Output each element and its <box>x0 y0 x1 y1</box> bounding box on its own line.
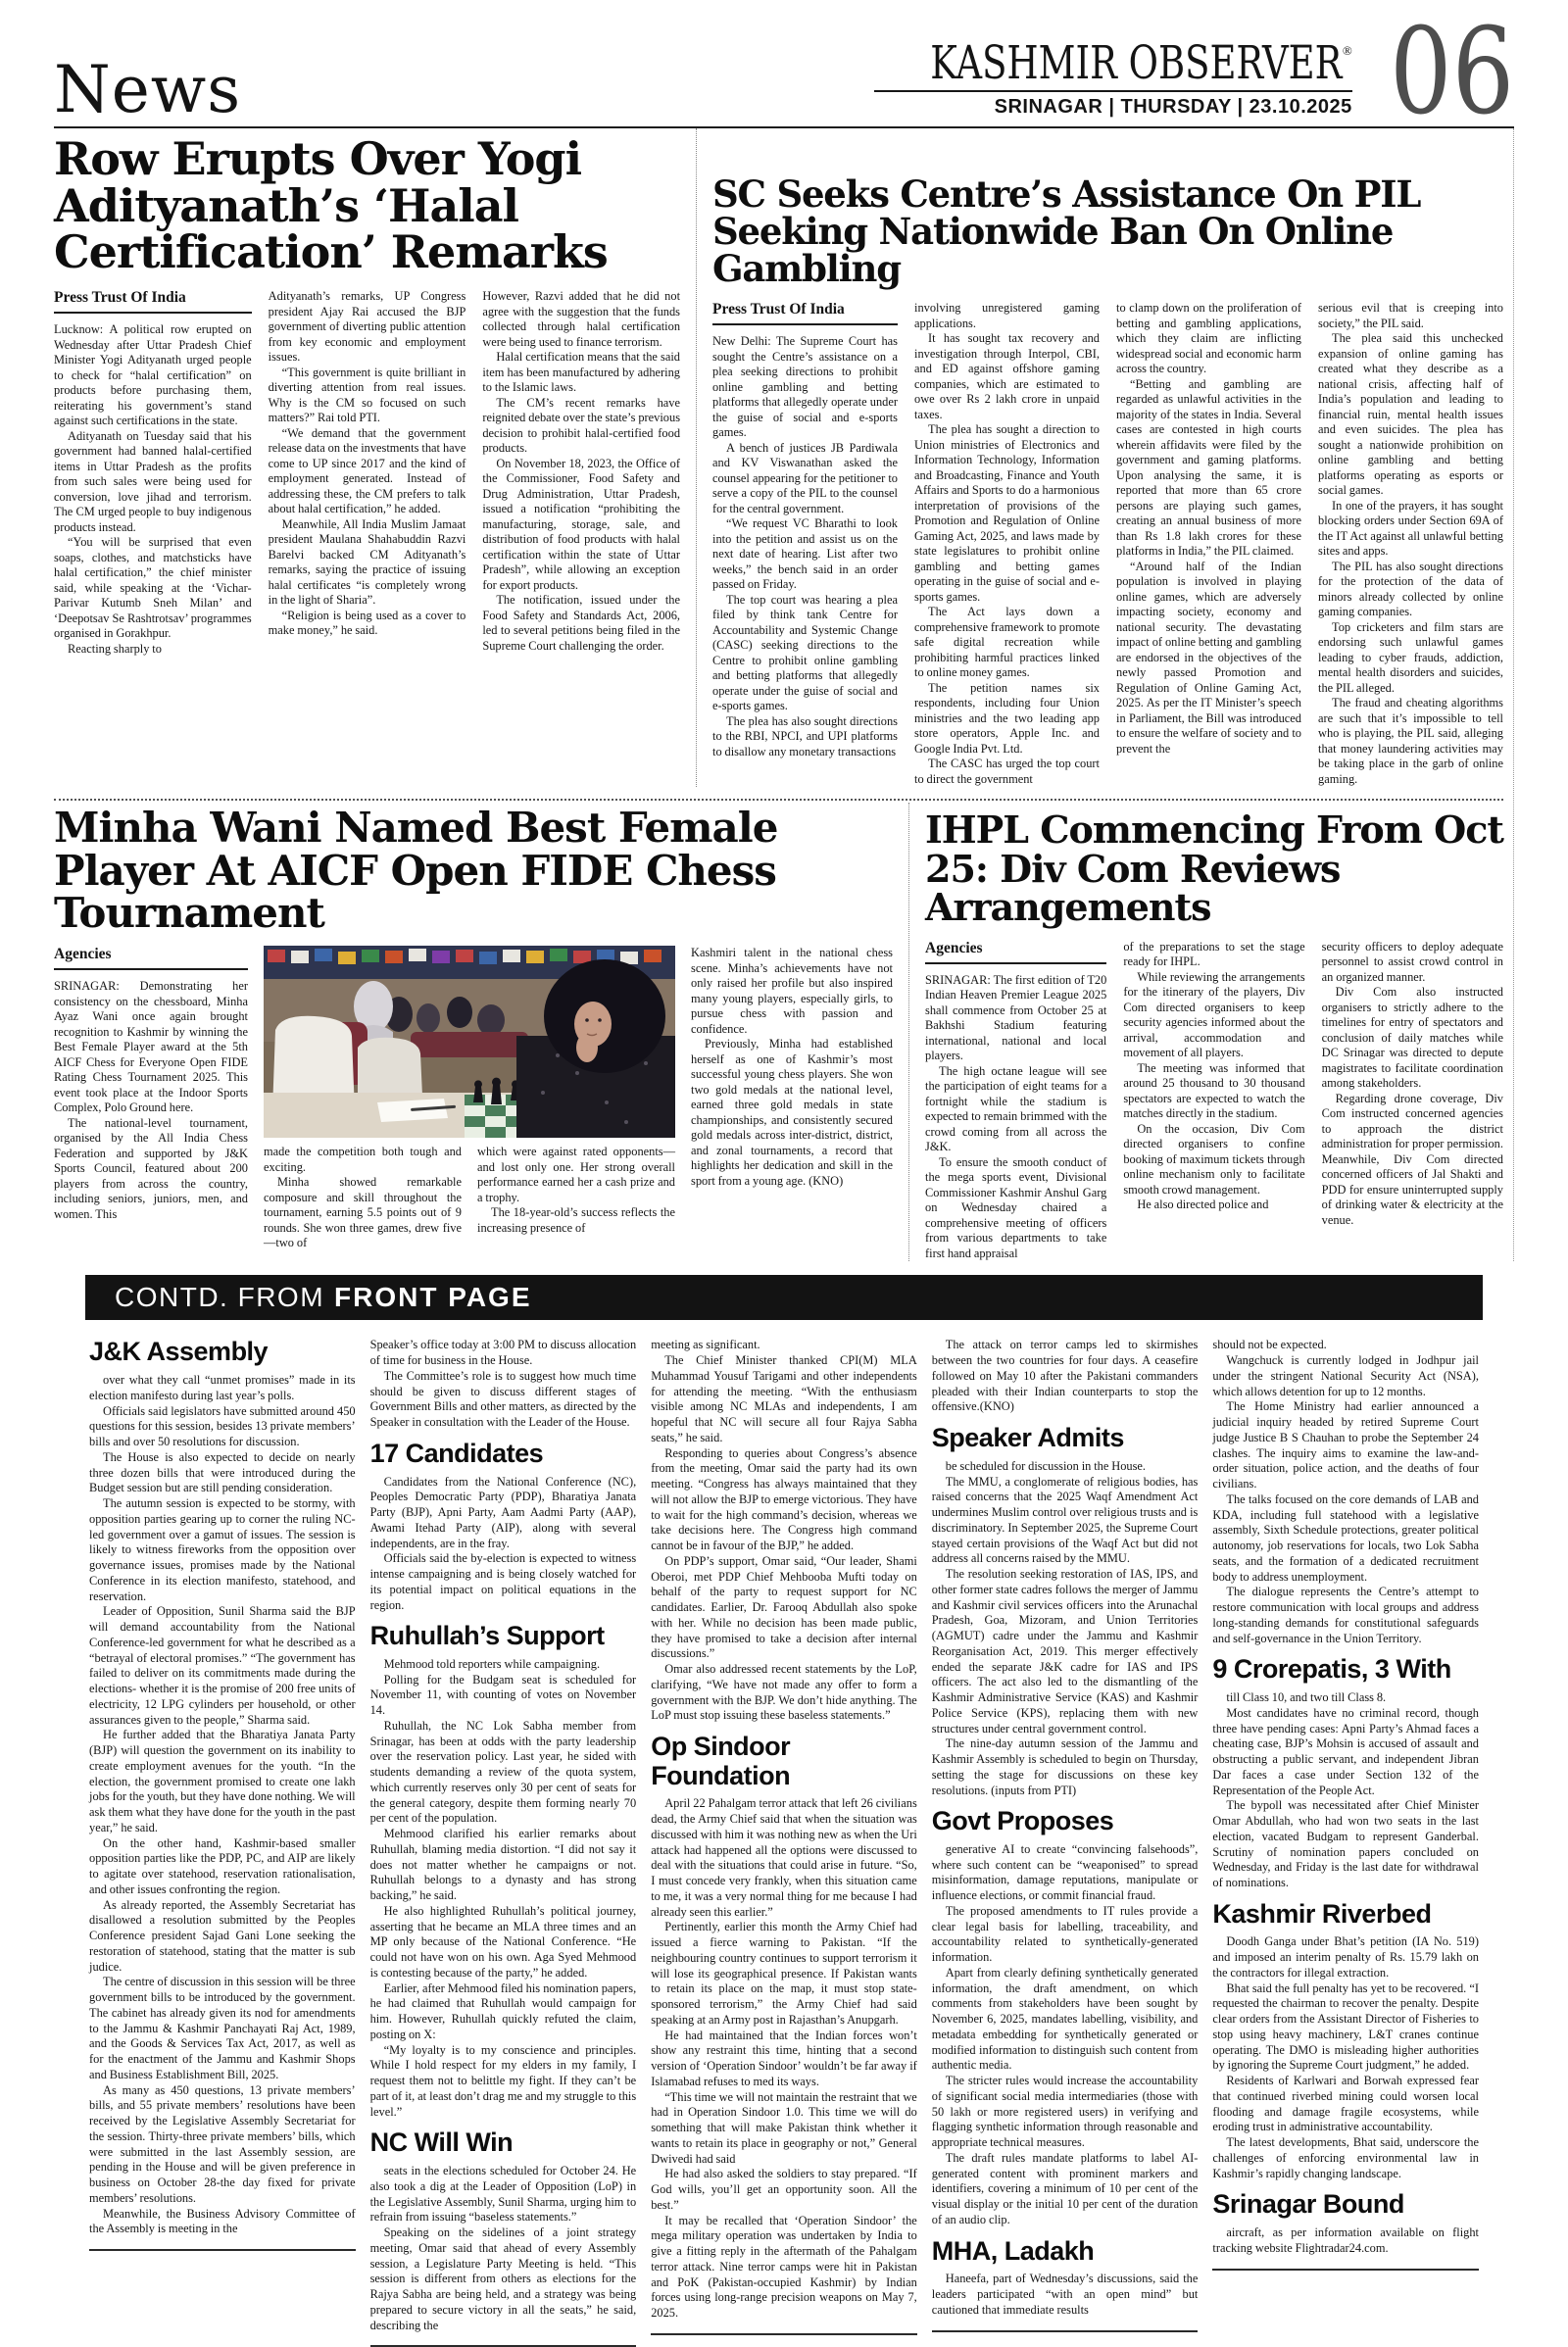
paragraph: Ruhullah, the NC Lok Sabha member from Srinagar, has been at odds with the party leadership over the reservation policy. Last year, he sided with students demanding a review of the quota system, which currently reserves only 30 per cent of seats for the general category, despite them forming nearly 70 per cent of the population. <box>369 1718 637 1826</box>
paragraph: Reacting sharply to <box>68 641 162 656</box>
paragraph: The talks focused on the core demands of LAB and KDA, including full statehood with a legislative assembly, Sixth Schedule protections, greater political autonomy, job reservations for locals, two Lok Sabha seats, and the formation of a dedicated recruitment body to address unemployment. <box>1212 1491 1479 1584</box>
paragraph: Previously, Minha had established herself as one of Kashmir’s most successful young chess players. She won two gold medals at the national level, earned three gold medals in state championships, and consistently secured gold medals across inter-district, district, and zonal tournaments, a record that highlights her dedication and skill in the sport from a young age. (KNO) <box>691 1037 893 1188</box>
article-online-gambling <box>696 128 1503 787</box>
article-column <box>712 301 898 787</box>
paragraph: Minha showed remarkable composure and skill throughout the tournament, earning 5.5 points out of 9 rounds. She won three games, drew five—two of <box>264 1175 462 1250</box>
article-row-1 <box>54 128 1503 787</box>
paragraph: Mehmood clarified his earlier remarks about Ruhullah, blaming media distortion. “I did not say it does not matter whether he campaigns or not. Ruhullah belongs to a dynasty and has strong backing,” he said. <box>369 1827 637 1903</box>
column-text <box>1322 940 1503 1229</box>
page-number: 06 <box>1389 2 1514 141</box>
article-headline: SC Seeks Centre’s Assistance On PIL Seeking Nationwide Ban On Online Gambling <box>712 172 1421 291</box>
text-below-photo <box>264 1145 675 1251</box>
contd-column <box>932 1338 1199 2331</box>
paragraph: The petition names six respondents, including four Union ministries and the two leading app store operators, Apple Inc. and Google India Pvt. Ltd. <box>914 680 1100 756</box>
paragraph: The Chief Minister thanked CPI(M) MLA Muhammad Yousuf Tarigami and other independents for attending the meeting. “With the enthusiasm visible among NC MLAs and independents, I am hopeful that NC will secure all four Rajya Sabha seats,” he said. <box>651 1353 917 1444</box>
banner-prefix: CONTD. FROM <box>115 1282 325 1313</box>
paragraph: SRINAGAR: The first edition of T20 Indian Heaven Premier League 2025 shall commence from October 25 at Bakhshi Stadium featuring international, national and local players. <box>925 972 1107 1063</box>
paragraph: Mehmood told reporters while campaigning. <box>383 1656 601 1671</box>
paragraph: Doodh Ganga under Bhat’s petition (IA No. 519) and imposed an interim penalty of Rs. 15.79 lakh on the contractors for illegal extraction. <box>1212 1934 1479 1980</box>
paragraph: The latest developments, Bhat said, underscore the challenges of enforcing environmental law in Kashmir’s rapidly changing landscape. <box>1212 2135 1479 2180</box>
article-headline: Row Erupts Over Yogi Adityanath’s ‘Halal Certification’ Remarks <box>54 132 608 278</box>
paragraph: As many as 450 questions, 13 private members’ bills, and 55 private members’ resolutions have been received by the Legislative Assembly Secretariat for the session. Thirty-three private members’ bills, which were submitted in the last Assembly session, are pending in the House and will be given preference in business on October 28-the day fixed for private members’ resolutions. <box>89 2082 356 2205</box>
paragraph: should not be expected. <box>1212 1338 1327 1352</box>
top-articles-area <box>54 128 1514 1261</box>
paragraph: Officials said legislators have submitted around 450 questions for this session, besides 13 private members’ bills and over 50 resolutions for discussion. <box>89 1403 356 1449</box>
masthead-text <box>874 35 1352 119</box>
article-row-2 <box>54 803 1503 1261</box>
masthead <box>874 2 1514 141</box>
paragraph: On PDP’s support, Omar said, “Our leader, Shami Oberoi, met PDP Chief Mehbooba Mufti today on behalf of the party to request support for NC candidates. Earlier, Dr. Farooq Abdullah also spoke with her. While no decision has been made public, they have promised to take a decision after internal discussions.” <box>651 1553 917 1661</box>
byline: Agencies <box>54 946 248 970</box>
paragraph: Adityanath’s remarks, UP Congress president Ajay Rai accused the BJP government of diverting public attention from key economic and employment issues. <box>268 289 466 365</box>
paragraph: On November 18, 2023, the Office of the Commissioner, Food Safety and Drug Administration, Uttar Pradesh, issued a notification “prohibiting the manufacturing, storage, sale, and distribution of food products with halal certification within the state of Uttar Pradesh”, while allowing an exception for export products. <box>482 456 681 592</box>
paragraph: Regarding drone coverage, Div Com instructed concerned agencies to approach the district administration for proper permission. Meanwhile, Div Com directed concerned officers of Jal Shakti and PDD for ensure uninterrupted supply of drinking water & electricity at the venue. <box>1321 1091 1503 1227</box>
article-column <box>691 946 893 1251</box>
story-heading: Op Sindoor Foundation <box>651 1732 791 1790</box>
paragraph: It may be recalled that ‘Operation Sindoor’ the mega military operation was undertaken by India to give a fitting reply in the aftermath of the Pahalgam terror attack. Nine terror camps were hit in Pakistan and PoK (Pakistan-occupied Kashmir) by Indian forces using long-range precision weapons on May 7, 2025. <box>651 2213 917 2321</box>
paragraph: involving unregistered gaming applications. <box>914 301 1100 330</box>
paragraph: He also directed police and <box>1137 1198 1269 1212</box>
dateline: SRINAGAR | THURSDAY | 23.10.2025 <box>874 90 1351 119</box>
paragraph: April 22 Pahalgam terror attack that left 26 civilians dead, the Army Chief said that when the situation was discussed with him it was nothing new as when the Uri attack had happened all the options were discussed to deal with the situations that could arise in future. “So, I must concede very frankly, when this situation came to me, it was a very normal thing for me because I had already seen this earlier.” <box>651 1796 917 1919</box>
paragraph: He had maintained that the Indian forces won’t show any restraint this time, hinting that a second version of ‘Operation Sindoor’ wouldn’t be far away if Islamabad refuses to med its ways. <box>651 2028 917 2088</box>
hand-on-cheek <box>576 1033 598 1062</box>
story-heading: Kashmir Riverbed <box>1212 1898 1432 1929</box>
paragraph: “This time we will not maintain the restraint that we had in Operation Sindoor 1.0. This time we will do something that will make Pakistan think whether it wants to retain its place in geography or not,” General Dwivedi had said <box>651 2089 917 2166</box>
paragraph: On the other hand, Kashmir-based smaller opposition parties like the PDP, PC, and AIP are likely to agitate over statehood, reservation rationalisation, and other issues confronting the region. <box>89 1835 356 1896</box>
paragraph: The top court was hearing a plea filed by think tank Centre for Accountability and Systemic Change (CASC) seeking directions to the Centre to prohibit online gambling and betting platforms that allegedly operate under the guise of social and e-sports games. <box>712 592 898 713</box>
paragraph: However, Razvi added that he did not agree with the suggestion that the funds collected through halal certification were being used to finance terrorism. <box>482 289 681 349</box>
story-heading: 17 Candidates <box>369 1438 544 1468</box>
article-column <box>54 946 248 1251</box>
paragraph: The resolution seeking restoration of IAS, IPS, and other former state cadres follows the merger of Jammu and Kashmir civil services officers into the Arunachal Pradesh, Goa, Mizoram, and Union Territories (AGMUT) cadre under the Jammu and Kashmir Reorganisation Act, 2019. This merger effectively ended the separate J&K cadre for IAS and IPS officers. The act also led to the dismantling of the Kashmir Administrative Service (KAS) and Kashmir Police Service (KPS), replacing them with new structures under central government control. <box>931 1567 1199 1736</box>
paragraph: be scheduled for discussion in the House. <box>945 1458 1147 1473</box>
article-headline: Minha Wani Named Best Female Player At AICF Open FIDE Chess Tournament <box>54 804 778 937</box>
paragraph: Pertinently, earlier this month the Army Chief had issued a fierce warning to Pakistan. “If the neighbouring country continues to support terrorism it will lose its geographical presence. If Pakistan wants to retain its place on the map, it must stop state-sponsored terrorism,” the Army Chief had said speaking at an Army post in Rajasthan’s Anupgarh. <box>651 1920 917 2027</box>
paragraph: Most candidates have no criminal record, though three have pending cases: Apni Party’s Ahmad faces a cheating case, BJP’s Mohsin is accused of assault and obstructing a public servant, and independent Jibran Dar faces a case under Section 132 of the Representation of the People Act. <box>1212 1705 1479 1797</box>
column-text <box>914 301 1100 787</box>
paragraph: “Around half of the Indian population is involved in playing online games, which are adversely impacting society, economy and national security. The devastating impact of online betting and gambling are endorsed in the objectives of the newly passed Promotion and Regulation of Online Gaming Act, 2025. As per the IT Minister’s speech in Parliament, the Bill was introduced to ensure the welfare of society and to prevent the <box>1116 559 1301 756</box>
paragraph: Residents of Karlwari and Borwah expressed fear that continued riverbed mining could worsen local flooding and damage fragile ecosystems, while eroding trust in administrative accountability. <box>1212 2074 1479 2134</box>
byline: Press Trust Of India <box>712 301 898 325</box>
byline: Press Trust Of India <box>54 289 252 314</box>
paragraph: The proposed amendments to IT rules provide a clear legal basis for labelling, traceability, and accountability related to synthetically-generated information. <box>931 1903 1199 1965</box>
byline: Agencies <box>925 940 1106 964</box>
paragraph: Top cricketers and film stars are endorsing such unlawful games leading to cyber frauds, addiction, mental health disorders and suicides, the PIL alleged. <box>1318 619 1503 695</box>
article-columns <box>54 946 893 1251</box>
contd-stories <box>89 1338 1479 2347</box>
paragraph: serious evil that is creeping into society,” the PIL said. <box>1318 301 1503 330</box>
story-heading: MHA, Ladakh <box>931 2235 1095 2266</box>
masthead-name: KASHMIR OBSERVER <box>930 35 1343 90</box>
paragraph: aircraft, as per information available on flight tracking website Flightradar24.com. <box>1212 2225 1479 2255</box>
paragraph: The CASC has urged the top court to direct the government <box>914 757 1100 786</box>
article-column <box>1318 301 1503 787</box>
paragraph: Speaker’s office today at 3:00 PM to discuss allocation of time for business in the House. <box>369 1338 637 1368</box>
article-column <box>1123 940 1304 1262</box>
draped-table <box>411 1032 528 1057</box>
article-column <box>269 289 466 657</box>
paragraph: Div Com also instructed organisers to strictly adhere to the timelines for entry of spectators and conclusion of daily matches while DC Srinagar was directed to depute magistrates to facilitate coordination among stakeholders. <box>1321 985 1503 1091</box>
article-column <box>54 289 252 657</box>
paragraph: Leader of Opposition, Sunil Sharma said the BJP will demand accountability from the National Conference-led government for what he described as a “betrayal of electoral promises.” “The government has failed to deliver on its commitments made during the elections- whether it is the promise of 200 free units of electricity, 12 LPG cylinders per household, or other assurances given to the people,” Sharma said. <box>89 1604 356 1727</box>
paragraph: “We request VC Bharathi to look into the petition and assist us on the next date of hearing. List after two weeks,” the bench said in an order passed on Friday. <box>712 516 898 592</box>
paragraph: The 18-year-old’s success reflects the increasing presence of <box>477 1205 675 1235</box>
paragraph: On the occasion, Div Com directed organisers to confine booking of maximum tickets through online mechanism only to facilitate smooth crowd management. <box>1123 1121 1305 1197</box>
paragraph: The notification, issued under the Food Safety and Standards Act, 2006, led to several petitions being filed in the Supreme Court challenging the order. <box>482 593 681 653</box>
column-text <box>264 1145 462 1251</box>
paragraph: New Delhi: The Supreme Court has sought the Centre’s assistance on a plea seeking directions to prohibit online gambling and betting platforms that allegedly operate under the guise of social and e-sports games. <box>712 334 898 440</box>
paragraph: Officials said the by-election is expected to witness intense campaigning and is being closely watched for its potential impact on political equations in the region. <box>369 1551 637 1612</box>
paragraph: The stricter rules would increase the accountability of significant social media intermediaries (those with 50 lakh or more registered users) in verifying and flagging synthetic information through reasonable and appropriate technical measures. <box>931 2074 1199 2150</box>
paragraph: The draft rules mandate platforms to label AI-generated content with prominent markers and identifiers, covering a minimum of 10 per cent of the visual display or the initial 10 per cent of the duration of an audio clip. <box>931 2150 1199 2226</box>
article-column <box>925 940 1106 1262</box>
paragraph: He further added that the Bharatiya Janata Party (BJP) will question the government on its inability to create employment avenues for the youth. “In the election, the government promised to create one lakh jobs for the youth, but they have done nothing. We will ask them what they have done for the youth in the past year,” he said. <box>89 1728 356 1834</box>
contd-from-front-page-banner <box>85 1275 1483 1320</box>
section-title: News <box>54 51 242 127</box>
paragraph: “Betting and gambling are regarded as unlawful activities in the majority of the states in India. Several cases are contested in high courts wherein affidavits were filed by the government and gaming platforms. Upon analysing the same, it is reported that more than 65 crore persons are playing such games, creating an annual business of more than Rs 1.8 lakh crores for these platforms in India,” the PIL claimed. <box>1116 376 1301 559</box>
paragraph: The fraud and cheating algorithms are such that it’s impossible to tell who is playing, the PIL said, alleging that money laundering activities may be taking place in the garb of online gaming. <box>1318 696 1503 786</box>
paragraph: “This government is quite brilliant in diverting attention from real issues. Why is the CM so focused on such matters?” Rai told PTI. <box>268 365 466 425</box>
paragraph: The nine-day autumn session of the Jammu and Kashmir Assembly is scheduled to begin on Thursday, setting the stage for discussions on these key resolutions. (inputs from PTI) <box>931 1736 1199 1797</box>
dotted-divider <box>54 799 1503 801</box>
paragraph: Meanwhile, the Business Advisory Committee of the Assembly is meeting in the <box>89 2206 356 2236</box>
paragraph: The plea has sought a direction to Union ministries of Electronics and Information Technology, Information and Broadcasting, Finance and Youth Affairs and Sports to do a harmonious interpretation of provisions of the Promotion and Regulation of Online Gaming Act, 2025, and laws made by state legislatures to prohibit online gambling and betting games operating in the guise of social and e-sports games. <box>914 422 1100 604</box>
paragraph: He had also asked the soldiers to stay prepared. “If God wills, you’ll get an opportunity soon. All the best.” <box>651 2167 917 2212</box>
article-columns <box>712 301 1503 787</box>
article-column <box>1116 301 1301 787</box>
paragraph: SRINAGAR: Demonstrating her consistency on the chessboard, Minha Ayaz Wani once again brought recognition to Kashmir by winning the Best Female Player award at the 5th AICF Chess for Everyone Open FIDE Rating Chess Tournament 2025. This event took place at the Indoor Sports Complex, Polo Ground here. <box>54 979 248 1115</box>
story-heading: 9 Crorepatis, 3 With <box>1212 1654 1451 1685</box>
paragraph: Omar also addressed recent statements by the LoP, clarifying, “We have not made any offer to form a government with the BJP. We don’t hide anything. The LoP must stop issuing these baseless statements.” <box>651 1662 917 1723</box>
paragraph: “My loyalty is to my conscience and principles. While I hold respect for my elders in my family, I request them not to belittle my fight. If they can’t be part of it, at least don’t drag me and my struggle to this level.” <box>369 2042 637 2119</box>
paragraph: The House is also expected to decide on nearly three dozen bills that were introduced during the Budget session but are still pending consideration. <box>89 1449 356 1495</box>
article-columns <box>925 940 1503 1262</box>
article-column <box>1322 940 1503 1262</box>
column-text <box>925 973 1106 1262</box>
paragraph: “We demand that the government release data on the investments that have come to UP since 2017 and the kind of employment generated. Instead of addressing these, the CM prefers to talk about halal certification,” he added. <box>268 425 466 516</box>
chess-tournament-photo <box>264 946 675 1138</box>
paragraph: The Home Ministry had earlier announced a judicial inquiry headed by retired Supreme Court judge Justice B S Chauhan to probe the September 24 clashes. The inquiry aims to examine the law-and-order situation, police action, and the deaths of four civilians. <box>1212 1399 1479 1491</box>
paragraph: The high octane league will see the participation of eight teams for a fortnight while the stadium is expected to remain brimmed with the crowd coming from all across the J&K. <box>925 1063 1107 1154</box>
paragraph: The meeting was informed that around 25 thousand to 30 thousand spectators are expected to watch the matches directly in the stadium. <box>1123 1060 1305 1121</box>
paragraph: Kashmiri talent in the national chess scene. Minha’s achievements have not only raised her profile but also inspired many young players, especially girls, to pursue chess with passion and confidence. <box>691 946 893 1036</box>
paragraph: generative AI to create “convincing falsehoods”, where such content can be “weaponised” to spread misinformation, damage reputations, manipulate or influence elections, or commit financial fraud. <box>931 1841 1199 1903</box>
paragraph: The national-level tournament, organised by the All India Chess Federation and supported by J&K Sports Council, featured about 200 players from across the country, including seniors, juniors, men, and women. This <box>54 1115 248 1221</box>
column-text <box>269 289 466 639</box>
paragraph: security officers to deploy adequate personnel to assist crowd control in an organized manner. <box>1321 939 1503 984</box>
paragraph: In one of the prayers, it has sought blocking orders under Section 69A of the IT Act against all unlawful betting sites and apps. <box>1318 498 1503 559</box>
paragraph: of the preparations to set the stage ready for IHPL. <box>1123 939 1305 969</box>
paragraph: Apart from clearly defining synthetically generated information, the draft amendment, on which comments from stakeholders have been sought by November 6, 2025, mandates labelling, visibility, and metadata embedding for synthetically generated or modified information to distinguish such content from authentic media. <box>931 1965 1199 2073</box>
registered-mark-icon: ® <box>1342 43 1352 59</box>
article-column <box>482 289 680 657</box>
article-column <box>914 301 1100 787</box>
story-heading: Ruhullah’s Support <box>369 1621 605 1651</box>
paragraph: meeting as significant. <box>651 1338 760 1352</box>
paragraph: “Religion is being used as a cover to make money,” he said. <box>268 608 466 638</box>
page-header <box>54 2 1514 141</box>
story-heading: NC Will Win <box>369 2127 514 2158</box>
column-text <box>54 322 252 657</box>
paragraph: Haneefa, part of Wednesday’s discussions, said the leaders participated “with an open mind” but cautioned that immediate results <box>931 2272 1199 2317</box>
contd-column <box>1212 1338 1479 2270</box>
paragraph: Adityanath on Tuesday said that his government had banned halal-certified items in Uttar Pradesh as the profits from such sales were being used for conversion, love jihad and terrorism. The CM urged people to buy indigenous products instead. <box>54 428 252 534</box>
paragraph: Bhat said the full penalty has yet to be recovered. “I requested the chairman to recover the penalty. Despite clear orders from the Assistant Director of Fisheries to stop using heavy machinery, L&T cranes continue operating. The DMO is misleading higher authorities by ignoring the Supreme Court judgment,” he added. <box>1212 1980 1479 2073</box>
paragraph: It has sought tax recovery and investigation through Interpol, CBI, and ED against offshore gaming companies, which are estimated to owe over Rs 2 lakh crore in unpaid taxes. <box>914 331 1100 421</box>
article-columns <box>54 289 680 657</box>
paragraph: The Act lays down a comprehensive framework to promote safe digital recreation while prohibiting harmful practices linked to online money games. <box>914 605 1100 680</box>
column-text <box>1318 301 1503 787</box>
paragraph: The bypoll was necessitated after Chief Minister Omar Abdullah, who had won two seats in the last election, vacated Budgam to represent Ganderbal. Scrutiny of nomination papers concluded on Wednesday, and Friday is the last date for withdrawal of nominations. <box>1212 1798 1479 1890</box>
paragraph: The plea has also sought directions to the RBI, NPCI, and UPI platforms to disallow any monetary transactions <box>712 713 898 758</box>
paragraph: Candidates from the National Conference (NC), Peoples Democratic Party (PDP), Bharatiya Janata Party (BJP), Apni Party, Aam Aadmi Party (AAP), Awami Itehad Party (AIP), along with several independents, are in the fray. <box>369 1474 637 1550</box>
paragraph: The Committee’s role is to suggest how much time should be given to discuss different stages of Government Bills and other matters, as directed by the Speaker in consultation with the Leader of the House. <box>369 1368 637 1430</box>
column-text <box>1116 301 1301 757</box>
paragraph: The CM’s recent remarks have reignited debate over the state’s previous decision to prohibit halal-certified food products. <box>482 395 681 456</box>
paragraph: The centre of discussion in this session will be three government bills to be introduced by the government. The cabinet has already given its nod for amendments to the Jammu & Kashmir Panchayati Raj Act, 1989, and the Goods & Services Tax Act, 2017, as well as for the enactment of the Jammu and Kashmir Shops and Business Establishment Bill, 2025. <box>89 1975 356 2081</box>
story-heading: Govt Proposes <box>931 1806 1114 1836</box>
photo-and-text-block <box>264 946 675 1251</box>
paragraph: Wangchuck is currently lodged in Jodhpur jail under the stringent National Security Act (NSA), which allows detention for up to 12 months. <box>1212 1353 1479 1398</box>
story-heading: J&K Assembly <box>89 1337 269 1367</box>
paragraph: The attack on terror camps led to skirmishes between the two countries for four days. A ceasefire followed on May 10 after the Pakistani commanders pleaded with their Indian counterparts to stop the offensive.(KNO) <box>931 1338 1199 1414</box>
paragraph: seats in the elections scheduled for October 24. He also took a dig at the Leader of Opposition (LoP) in the Legislative Assembly, Sunil Sharma, urging him to refrain from issuing “baseless statements.” <box>369 2164 637 2225</box>
article-headline: IHPL Commencing From Oct 25: Div Com Reviews Arrangements <box>925 807 1503 929</box>
column-text <box>477 1145 675 1251</box>
column-text <box>691 946 893 1189</box>
column-text <box>54 979 248 1222</box>
article-halal-certification <box>54 128 696 787</box>
paragraph: Earlier, after Mehmood filed his nomination papers, he had claimed that Ruhullah would campaign for him. However, Ruhullah quickly refuted the claim, posting on X: <box>369 1980 637 2041</box>
column-text <box>482 289 680 654</box>
paragraph: made the competition both tough and exciting. <box>264 1145 462 1174</box>
paragraph: till Class 10, and two till Class 8. <box>1226 1690 1387 1705</box>
paragraph: Lucknow: A political row erupted on Wednesday after Uttar Pradesh Chief Minister Yogi Adityanath urged people to check for “halal certification” on products before purchasing them, reiterating his government’s stand against such certifications in the state. <box>54 322 252 428</box>
contd-column <box>89 1338 356 2251</box>
paragraph: Responding to queries about Congress’s absence from the meeting, Omar said the party had its own meeting. “Congress has always maintained that they will not allow the BJP to emerge victorious. They have to wait for the high command’s decision, whereas we take decisions here. The Congress high command cannot be in favour of the BJP,” he added. <box>651 1445 917 1553</box>
paragraph: Halal certification means that the said item has been manufactured by adhering to the Islamic laws. <box>482 350 681 395</box>
paragraph: The plea said this unchecked expansion of online gaming has created what they describe as a national crisis, affecting half of India’s population and leading to financial ruin, mental health issues and even suicides. The plea has sought a nationwide prohibition on online gambling and betting platforms operating as esports or social games. <box>1318 331 1503 498</box>
paragraph: The autumn session is expected to be stormy, with opposition parties gearing up to corner the ruling NC- led government over a gamut of issues. The session is likely to witness fireworks from the opposition over governance issues, promises made by the National Conference in its election manifesto, statehood, and reservation. <box>89 1496 356 1603</box>
paragraph: which were against rated opponents—and lost only one. Her strong overall performance earned her a cash prize and a trophy. <box>477 1145 675 1204</box>
story-heading: Speaker Admits <box>931 1423 1124 1453</box>
paragraph: To ensure the smooth conduct of the mega sports event, Divisional Commissioner Kashmir Anshul Garg on Wednesday chaired a comprehensive meeting of officers from various departments to take first hand appraisal <box>925 1154 1107 1260</box>
paragraph: to clamp down on the proliferation of betting and gambling applications, which they claim are inflicting widespread social and economic harm across the country. <box>1116 301 1301 376</box>
paragraph: He also highlighted Ruhullah’s political journey, asserting that he became an MLA three times and an MP only because of the National Conference. “He could not have won on his own. Aga Syed Mehmood is contesting because of the party,” he added. <box>369 1903 637 1980</box>
contd-column <box>370 1338 637 2347</box>
contd-column <box>651 1338 917 2335</box>
paragraph: As already reported, the Assembly Secretariat has disallowed a resolution submitted by the Peoples Conference president Sajad Gani Lone seeking the restoration of statehood, stating that the matter is sub judice. <box>89 1897 356 1974</box>
paragraph: Polling for the Budgam seat is scheduled for November 11, with counting of votes on November 14. <box>369 1672 637 1718</box>
paragraph: The MMU, a conglomerate of religious bodies, has raised concerns that the 2025 Waqf Amendment Act undermines Muslim control over religious trusts and is discriminatory. In September 2025, the Supreme Court stayed certain provisions of the Waqf Act but did not address all concerns raised by the MMU. <box>931 1474 1199 1566</box>
banner-title: FRONT PAGE <box>334 1282 532 1313</box>
paragraph: While reviewing the arrangements for the itinerary of the players, Div Com directed organisers to keep security agencies informed about the arrival, accommodation and movement of all players. <box>1123 969 1305 1060</box>
column-text <box>1123 940 1304 1213</box>
paragraph: Speaking on the sidelines of a joint strategy meeting, Omar said that ahead of every Assembly session, a Legislature Party Meeting is held. “This session is different from others as elections for the Rajya Sabha are being held, and a strategy was being prepared to secure victory in all the seats,” he said, describing the <box>369 2225 637 2332</box>
paragraph: The dialogue represents the Centre’s attempt to restore communication with local groups and address long-standing demands for constitutional safeguards and self-governance in the Union Territory. <box>1212 1585 1479 1645</box>
story-heading: Srinagar Bound <box>1212 2189 1404 2220</box>
article-chess-tournament <box>54 803 908 1261</box>
article-ihpl <box>908 803 1503 1261</box>
paragraph: The PIL has also sought directions for the protection of the data of minors already collected by online gaming companies. <box>1318 559 1503 619</box>
column-text <box>712 334 898 759</box>
paragraph: “You will be surprised that even soaps, clothes, and matchsticks have halal certification,” the chief minister said, while speaking at the ‘Vichar-Parivar Kutumb Sneh Milan’ and ‘Deepotsav Se Rashtrotsav’ programmes organised in Gorakhpur. <box>54 535 252 641</box>
paragraph: over what they call “unmet promises” made in its election manifesto during last year’s polls. <box>89 1373 356 1402</box>
paragraph: Meanwhile, All India Muslim Jamaat president Maulana Shahabuddin Razvi Barelvi backed CM Adityanath’s remarks, saying the practice of issuing halal certificates “is completely wrong in the light of Sharia”. <box>268 516 466 608</box>
paragraph: A bench of justices JB Pardiwala and KV Viswanathan asked the counsel appearing for the petitioner to serve a copy of the PIL to the counsel for the central government. <box>712 440 898 515</box>
